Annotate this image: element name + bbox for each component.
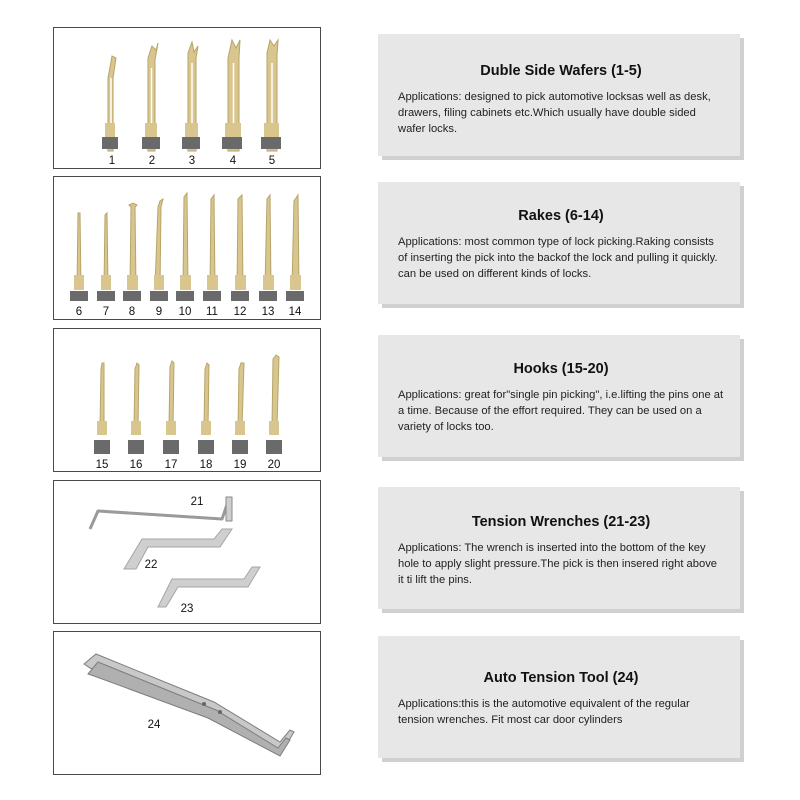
tool-number: 24 [147, 719, 161, 731]
pick-number: 13 [261, 306, 275, 318]
section-description: Applications:this is the automotive equivalent of the regular tension wrenches. Fit most car door cylinders [398, 698, 690, 726]
section-description: Applications: The wrench is inserted into the bottom of the key hole to apply slight pressure.The pick is then insered right above it ti lift the pins. [398, 542, 718, 586]
auto-tension-tool-24-icon [84, 654, 294, 756]
pick-number: 18 [199, 459, 213, 471]
pick-20-icon [272, 355, 279, 427]
pick-number: 1 [108, 155, 116, 167]
wrenches-info-card [378, 487, 740, 609]
wrench-number: 23 [180, 603, 194, 615]
pick-12-icon [237, 195, 243, 287]
hooks-image-panel [53, 328, 321, 472]
section-title: Auto Tension Tool (24) [483, 670, 639, 686]
pick-number: 6 [75, 306, 83, 318]
pick-number: 9 [155, 306, 163, 318]
pick-13-icon [265, 195, 271, 287]
pick-8-icon [129, 203, 137, 287]
section-description: Applications: great for"single pin picking", i.e.lifting the pins one at a time. Because of the effort required. They can be used on a variety of locks too. [398, 389, 724, 433]
wafers-info-card [378, 34, 740, 156]
wrench-number: 22 [144, 559, 158, 571]
pick-10-icon [183, 193, 188, 287]
pick-11-icon [210, 195, 215, 287]
pick-9-icon [155, 199, 163, 287]
pick-14-icon [292, 195, 299, 287]
pick-2-icon [142, 43, 160, 151]
section-title: Tension Wrenches (21-23) [471, 514, 651, 530]
pick-18-icon [204, 363, 209, 427]
rakes-picks-illustration [54, 177, 320, 319]
hooks-picks-illustration [54, 329, 320, 471]
pick-19-icon [238, 363, 244, 427]
auto-tension-info-card [378, 636, 740, 758]
pick-17-icon [169, 361, 174, 427]
auto-tension-image-panel [53, 631, 321, 775]
wafers-picks-illustration [54, 28, 320, 168]
rakes-image-panel [53, 176, 321, 320]
pick-number: 11 [206, 306, 218, 318]
pick-number: 14 [288, 306, 302, 318]
rakes-info-card [378, 182, 740, 304]
pick-number: 2 [148, 155, 156, 167]
pick-5-icon [261, 40, 281, 151]
pick-15-icon [100, 363, 104, 427]
pick-number: 8 [128, 306, 136, 318]
pick-number: 4 [229, 155, 237, 167]
hooks-info-card [378, 335, 740, 457]
wrenches-image-panel [53, 480, 321, 624]
section-description: Applications: most common type of lock picking.Raking consists of inserting the pick into the backof the lock and pulling it quickly. can be used on different kinds of locks. [398, 236, 718, 280]
wafers-image-panel [53, 27, 321, 169]
pick-number: 20 [267, 459, 281, 471]
tension-wrench-23-icon [158, 567, 260, 607]
pick-number: 16 [129, 459, 143, 471]
wrench-number: 21 [190, 496, 204, 508]
pick-number: 10 [178, 306, 192, 318]
section-title: Hooks (15-20) [513, 361, 609, 377]
pick-number: 15 [95, 459, 109, 471]
section-title: Rakes (6-14) [518, 208, 604, 224]
section-description: Applications: designed to pick automotive locksas well as desk, drawers, filing cabinets etc.Which usually have double sided wafer locks. [398, 91, 711, 135]
pick-number: 5 [268, 155, 276, 167]
pick-16-icon [134, 363, 139, 427]
pick-number: 12 [233, 306, 247, 318]
tension-wrench-22-icon [124, 529, 232, 569]
pick-1-icon [102, 56, 118, 151]
pick-number: 7 [102, 306, 110, 318]
auto-tension-illustration [54, 632, 320, 774]
wrenches-illustration [54, 481, 320, 623]
pick-number: 3 [188, 155, 196, 167]
pick-number: 19 [233, 459, 247, 471]
pick-3-icon [182, 42, 200, 151]
section-title: Duble Side Wafers (1-5) [480, 63, 642, 79]
tension-wrench-21-icon [90, 497, 232, 529]
pick-number: 17 [164, 459, 178, 471]
pick-4-icon [222, 40, 242, 151]
